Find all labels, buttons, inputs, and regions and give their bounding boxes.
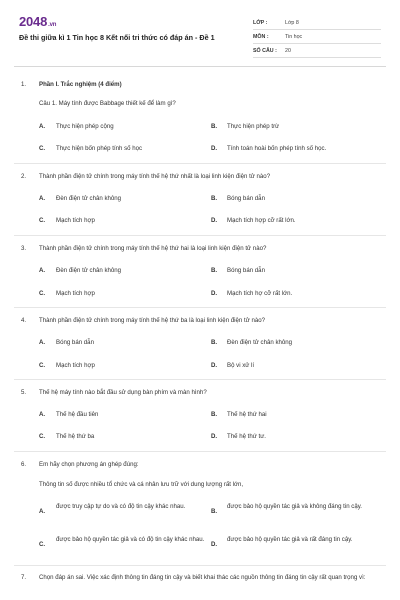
option-d[interactable]: được bảo hộ quyền tác giả và rất đáng tin cậy.	[227, 536, 353, 543]
question-text: Thế hệ máy tính nào bắt đầu sử dụng bàn phím và màn hình?	[39, 389, 207, 396]
option-c[interactable]: Thực hiện bốn phép tính số học	[56, 145, 143, 152]
question-divider	[14, 163, 386, 164]
meta-key: MÔN :	[253, 34, 269, 40]
exam-meta	[253, 16, 381, 58]
section-heading: Phần I. Trắc nghiệm (4 điểm)	[39, 81, 122, 88]
option-c[interactable]: Mạch tích hợp	[56, 290, 95, 297]
option-a[interactable]: Đèn điện tử chân không	[56, 195, 122, 202]
question-number: 1.	[21, 81, 27, 88]
question-number: 7.	[21, 574, 27, 581]
option-letter: B.	[211, 411, 218, 418]
question-number: 5.	[21, 389, 27, 396]
option-d[interactable]: Bộ vi xử lí	[227, 362, 255, 369]
meta-key: SỐ CÂU :	[253, 48, 277, 54]
option-letter: C.	[39, 362, 46, 369]
option-letter: A.	[39, 339, 46, 346]
question-divider	[14, 235, 386, 236]
option-b[interactable]: Đèn điện tử chân không	[227, 339, 293, 346]
question-divider	[14, 307, 386, 308]
page-title: Đề thi giữa kì 1 Tin học 8 Kết nối tri thức có đáp án - Đề 1	[19, 33, 215, 42]
option-letter: A.	[39, 123, 46, 130]
question-text: Em hãy chọn phương án ghép đúng:	[39, 461, 139, 468]
option-c[interactable]: Mạch tích hợp	[56, 217, 95, 224]
option-b[interactable]: Thực hiện phép trừ	[227, 123, 280, 130]
option-a[interactable]: được truy cập tự do và có độ tin cậy khác nhau.	[56, 503, 186, 510]
option-b[interactable]: Bóng bán dẫn	[227, 267, 265, 274]
site-logo[interactable]	[19, 14, 56, 29]
question-number: 2.	[21, 173, 27, 180]
question-divider	[14, 451, 386, 452]
option-b[interactable]: Thế hệ thứ hai	[227, 411, 267, 418]
header-divider	[14, 66, 386, 67]
question-number: 3.	[21, 245, 27, 252]
option-letter: D.	[211, 541, 218, 548]
option-d[interactable]: Tính toán hoài bốn phép tính số học.	[227, 145, 327, 152]
question-text: Chọn đáp án sai. Việc xác định thông tin đáng tin cậy và biết khai thác các nguồn thông tin đáng tin cậy rất quan trọng vì:	[39, 574, 366, 581]
question-number: 4.	[21, 317, 27, 324]
question-divider	[14, 565, 386, 566]
exam-header	[0, 0, 400, 66]
option-letter: D.	[211, 290, 218, 297]
option-letter: B.	[211, 267, 218, 274]
logo-text: 2048	[19, 14, 48, 29]
option-letter: D.	[211, 433, 218, 440]
option-letter: A.	[39, 195, 46, 202]
option-a[interactable]: Đèn điện tử chân không	[56, 267, 122, 274]
meta-row-count	[253, 44, 381, 58]
meta-row-class	[253, 16, 381, 30]
meta-value: 20	[285, 48, 291, 54]
option-letter: B.	[211, 123, 218, 130]
option-a[interactable]: Thế hệ đầu tiên	[56, 411, 99, 418]
question-stem: Thông tin số được nhiều tổ chức và cá nhân lưu trữ với dung lượng rất lớn,	[39, 481, 244, 488]
question-text: Thành phần điện tử chính trong máy tính thế hệ thứ ba là loại linh kiện điện tử nào?	[39, 317, 266, 324]
question-text: Thành phần điện tử chính trong máy tính thế hệ thứ nhất là loại linh kiện điện tử nào?	[39, 173, 271, 180]
meta-value: Tin học	[285, 34, 303, 40]
option-letter: A.	[39, 508, 46, 515]
option-letter: B.	[211, 195, 218, 202]
logo-suffix: .vn	[48, 22, 57, 28]
question-divider	[14, 379, 386, 380]
option-a[interactable]: Thực hiện phép cộng	[56, 123, 114, 130]
option-letter: C.	[39, 541, 46, 548]
option-letter: A.	[39, 267, 46, 274]
option-c[interactable]: Mạch tích hợp	[56, 362, 95, 369]
option-d[interactable]: Thế hệ thứ tư.	[227, 433, 266, 440]
option-c[interactable]: được bảo hộ quyền tác giả và có độ tin cậy khác nhau.	[56, 536, 205, 543]
meta-row-subject	[253, 30, 381, 44]
question-number: 6.	[21, 461, 27, 468]
option-c[interactable]: Thế hệ thứ ba	[56, 433, 95, 440]
option-letter: C.	[39, 433, 46, 440]
option-letter: D.	[211, 362, 218, 369]
option-letter: B.	[211, 339, 218, 346]
option-letter: D.	[211, 217, 218, 224]
question-text: Thành phần điện tử chính trong máy tính thế hệ thứ hai là loại linh kiện điện tử nào?	[39, 245, 267, 252]
question-text: Câu 1. Máy tính được Babbage thiết kế để làm gì?	[39, 100, 176, 107]
option-letter: C.	[39, 217, 46, 224]
option-letter: C.	[39, 145, 46, 152]
option-d[interactable]: Mạch tích hợp cỡ rất lớn.	[227, 217, 296, 224]
option-b[interactable]: Bóng bán dẫn	[227, 195, 265, 202]
meta-key: LỚP :	[253, 20, 268, 26]
option-b[interactable]: được bảo hộ quyền tác giả và không đáng tin cậy.	[227, 503, 363, 510]
option-letter: D.	[211, 145, 218, 152]
option-a[interactable]: Bóng bán dẫn	[56, 339, 94, 346]
option-letter: A.	[39, 411, 46, 418]
option-letter: C.	[39, 290, 46, 297]
option-letter: B.	[211, 508, 218, 515]
option-d[interactable]: Mạch tích hợ cỡ rất lớn.	[227, 290, 293, 297]
meta-value: Lớp 8	[285, 20, 299, 26]
